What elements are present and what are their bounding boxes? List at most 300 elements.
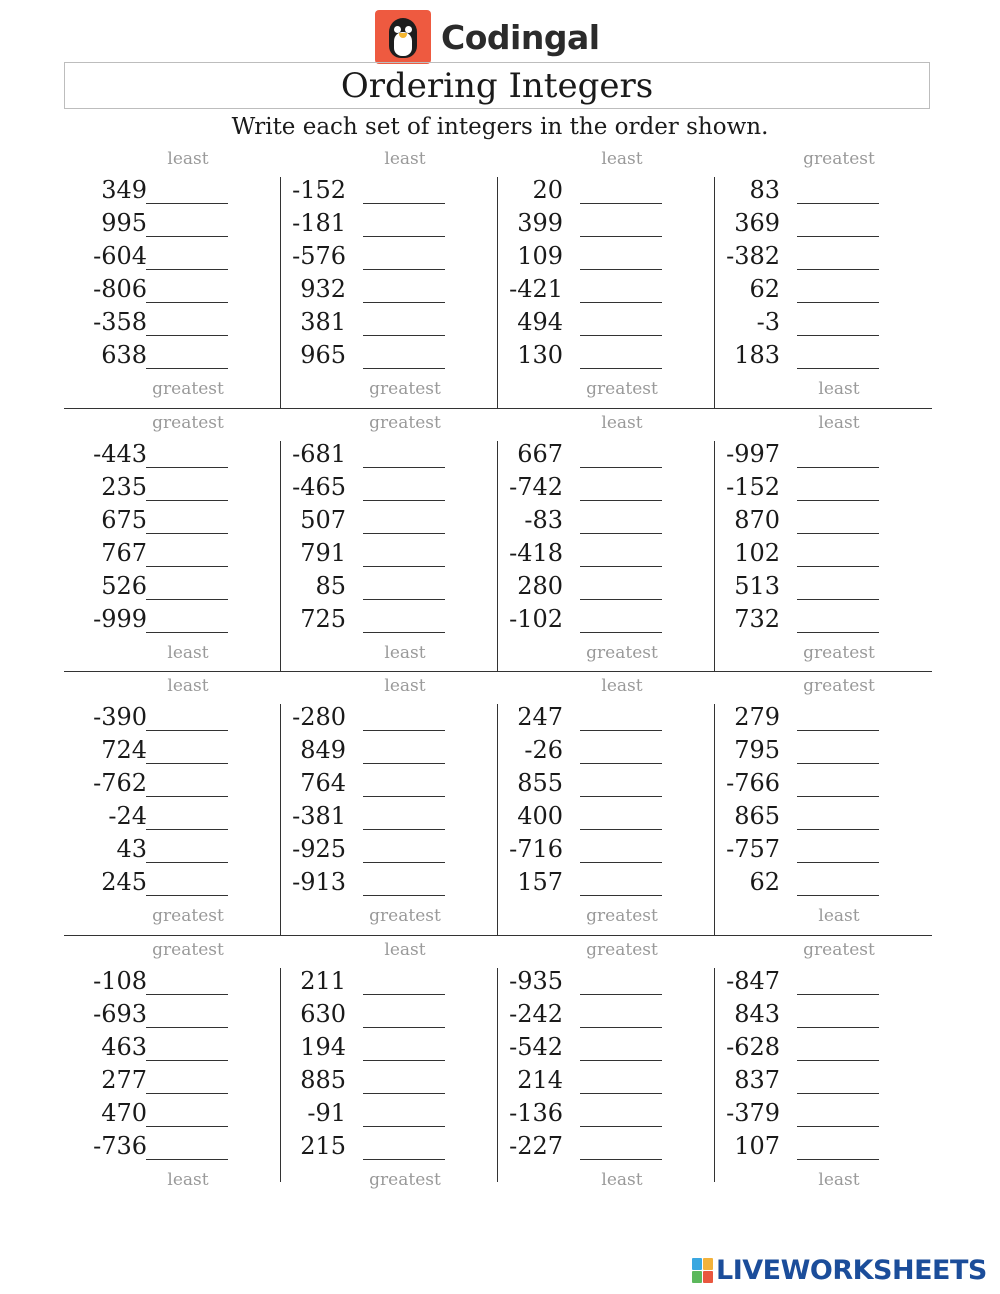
integer-line bbox=[715, 471, 932, 504]
integer-value: 107 bbox=[734, 1131, 780, 1160]
integer-value: -108 bbox=[93, 966, 147, 995]
order-label-top: greatest bbox=[152, 939, 224, 960]
integer-value: -443 bbox=[93, 439, 147, 468]
problem-set bbox=[281, 409, 498, 672]
answer-blank[interactable] bbox=[146, 236, 228, 237]
integer-value: -925 bbox=[292, 835, 346, 863]
integer-value: 235 bbox=[101, 472, 147, 501]
integer-value: 369 bbox=[734, 209, 780, 237]
answer-blank[interactable] bbox=[797, 599, 879, 600]
integer-value: 630 bbox=[300, 999, 346, 1028]
answer-blank[interactable] bbox=[146, 1159, 228, 1160]
integer-line bbox=[498, 767, 715, 800]
integer-line bbox=[281, 833, 498, 866]
integer-value: 767 bbox=[101, 538, 147, 567]
integer-line bbox=[281, 998, 498, 1031]
integer-value: 675 bbox=[101, 505, 147, 534]
answer-blank[interactable] bbox=[580, 599, 662, 600]
answer-blank[interactable] bbox=[797, 796, 879, 797]
order-label-bottom: greatest bbox=[586, 642, 658, 663]
answer-blank[interactable] bbox=[363, 1126, 445, 1127]
answer-blank[interactable] bbox=[146, 302, 228, 303]
integer-line bbox=[281, 1031, 498, 1064]
answer-blank[interactable] bbox=[146, 1027, 228, 1028]
problem-row bbox=[64, 672, 932, 936]
answer-blank[interactable] bbox=[580, 763, 662, 764]
integer-line bbox=[64, 339, 281, 372]
liveworksheets-logo bbox=[692, 1255, 987, 1286]
integer-line bbox=[64, 1064, 281, 1097]
integer-line bbox=[281, 965, 498, 998]
integer-value: 932 bbox=[300, 275, 346, 303]
integer-line bbox=[64, 207, 281, 240]
problem-set bbox=[281, 936, 498, 1199]
answer-blank[interactable] bbox=[363, 763, 445, 764]
answer-blank[interactable] bbox=[363, 1060, 445, 1061]
integer-value: 995 bbox=[101, 209, 147, 237]
order-label-bottom: greatest bbox=[586, 379, 658, 399]
integer-line bbox=[498, 504, 715, 537]
order-label-top: greatest bbox=[369, 412, 441, 433]
answer-blank[interactable] bbox=[580, 862, 662, 863]
integer-line bbox=[498, 866, 715, 899]
integer-line bbox=[64, 174, 281, 207]
answer-blank[interactable] bbox=[580, 566, 662, 567]
answer-blank[interactable] bbox=[146, 335, 228, 336]
integer-line bbox=[498, 240, 715, 273]
answer-blank[interactable] bbox=[580, 994, 662, 995]
answer-blank[interactable] bbox=[146, 895, 228, 896]
order-label-top: greatest bbox=[586, 939, 658, 960]
integer-line bbox=[64, 734, 281, 767]
answer-blank[interactable] bbox=[580, 467, 662, 468]
order-label-bottom: least bbox=[167, 1169, 209, 1190]
title-box bbox=[64, 62, 930, 109]
integer-line bbox=[715, 504, 932, 537]
integer-value: 865 bbox=[734, 802, 780, 830]
answer-blank[interactable] bbox=[797, 335, 879, 336]
answer-blank[interactable] bbox=[363, 1027, 445, 1028]
integer-line bbox=[64, 471, 281, 504]
answer-blank[interactable] bbox=[363, 368, 445, 369]
answer-blank[interactable] bbox=[580, 1027, 662, 1028]
integer-value: 381 bbox=[300, 308, 346, 336]
integer-value: -935 bbox=[509, 966, 563, 995]
integer-line bbox=[64, 504, 281, 537]
answer-blank[interactable] bbox=[797, 533, 879, 534]
integer-line bbox=[281, 603, 498, 636]
integer-value: 463 bbox=[101, 1032, 147, 1061]
integer-value: -576 bbox=[292, 242, 346, 270]
answer-blank[interactable] bbox=[797, 566, 879, 567]
integer-value: -847 bbox=[726, 966, 780, 995]
order-label-top: least bbox=[601, 412, 643, 433]
answer-blank[interactable] bbox=[146, 368, 228, 369]
answer-blank[interactable] bbox=[580, 335, 662, 336]
integer-value: 62 bbox=[749, 275, 780, 303]
order-label-top: greatest bbox=[803, 939, 875, 960]
integer-line bbox=[281, 1130, 498, 1163]
problem-row bbox=[64, 145, 932, 409]
integer-value: 849 bbox=[300, 736, 346, 764]
answer-blank[interactable] bbox=[146, 1126, 228, 1127]
integer-value: -358 bbox=[93, 308, 147, 336]
answer-blank[interactable] bbox=[146, 994, 228, 995]
integer-line bbox=[715, 998, 932, 1031]
answer-blank[interactable] bbox=[580, 1093, 662, 1094]
order-label-bottom: least bbox=[167, 642, 209, 663]
integer-value: 870 bbox=[734, 505, 780, 534]
integer-value: 183 bbox=[734, 341, 780, 369]
answer-blank[interactable] bbox=[580, 500, 662, 501]
answer-blank[interactable] bbox=[580, 796, 662, 797]
answer-blank[interactable] bbox=[146, 730, 228, 731]
integer-value: -379 bbox=[726, 1098, 780, 1127]
integer-line bbox=[715, 1031, 932, 1064]
answer-blank[interactable] bbox=[363, 632, 445, 633]
integer-value: -24 bbox=[108, 802, 147, 830]
integer-value: 194 bbox=[300, 1032, 346, 1061]
answer-blank[interactable] bbox=[146, 269, 228, 270]
answer-blank[interactable] bbox=[363, 895, 445, 896]
integer-line bbox=[64, 603, 281, 636]
answer-blank[interactable] bbox=[797, 368, 879, 369]
answer-blank[interactable] bbox=[363, 335, 445, 336]
integer-line bbox=[715, 1130, 932, 1163]
integer-line bbox=[64, 306, 281, 339]
order-label-bottom: least bbox=[601, 1169, 643, 1190]
integer-line bbox=[715, 537, 932, 570]
integer-value: -716 bbox=[509, 835, 563, 863]
order-label-top: least bbox=[818, 412, 860, 433]
logo-text: Codingal bbox=[441, 17, 600, 57]
answer-blank[interactable] bbox=[363, 302, 445, 303]
integer-value: -280 bbox=[292, 703, 346, 731]
integer-line bbox=[64, 1130, 281, 1163]
integer-value: 83 bbox=[749, 176, 780, 204]
integer-value: 526 bbox=[101, 571, 147, 600]
integer-value: 157 bbox=[517, 868, 563, 896]
integer-value: -390 bbox=[93, 703, 147, 731]
answer-blank[interactable] bbox=[797, 467, 879, 468]
answer-blank[interactable] bbox=[363, 862, 445, 863]
integer-line bbox=[64, 998, 281, 1031]
integer-line bbox=[281, 866, 498, 899]
answer-blank[interactable] bbox=[580, 302, 662, 303]
instructions: Write each set of integers in the order shown. bbox=[231, 114, 769, 140]
problem-set bbox=[64, 672, 281, 935]
order-label-bottom: greatest bbox=[152, 906, 224, 926]
integer-value: 20 bbox=[532, 176, 563, 204]
integer-line bbox=[64, 570, 281, 603]
answer-blank[interactable] bbox=[797, 862, 879, 863]
integer-value: 638 bbox=[101, 341, 147, 369]
integer-line bbox=[498, 306, 715, 339]
answer-blank[interactable] bbox=[146, 1060, 228, 1061]
answer-blank[interactable] bbox=[580, 730, 662, 731]
answer-blank[interactable] bbox=[146, 599, 228, 600]
integer-value: -604 bbox=[93, 242, 147, 270]
order-label-top: greatest bbox=[803, 149, 875, 169]
integer-line bbox=[715, 339, 932, 372]
answer-blank[interactable] bbox=[797, 829, 879, 830]
integer-line bbox=[281, 1097, 498, 1130]
problem-set bbox=[498, 936, 715, 1199]
integer-line bbox=[498, 603, 715, 636]
answer-blank[interactable] bbox=[363, 1159, 445, 1160]
problem-set bbox=[715, 936, 932, 1199]
order-label-bottom: least bbox=[818, 906, 860, 926]
answer-blank[interactable] bbox=[797, 1126, 879, 1127]
order-label-bottom: least bbox=[384, 642, 426, 663]
answer-blank[interactable] bbox=[580, 533, 662, 534]
integer-value: 130 bbox=[517, 341, 563, 369]
integer-line bbox=[498, 537, 715, 570]
integer-value: 399 bbox=[517, 209, 563, 237]
penguin-icon bbox=[375, 10, 431, 64]
problem-set bbox=[498, 672, 715, 935]
integer-value: -806 bbox=[93, 275, 147, 303]
answer-blank[interactable] bbox=[146, 862, 228, 863]
integer-line bbox=[281, 240, 498, 273]
answer-blank[interactable] bbox=[797, 269, 879, 270]
answer-blank[interactable] bbox=[363, 203, 445, 204]
integer-value: 277 bbox=[101, 1065, 147, 1094]
answer-blank[interactable] bbox=[363, 1093, 445, 1094]
integer-line bbox=[281, 174, 498, 207]
answer-blank[interactable] bbox=[797, 236, 879, 237]
integer-line bbox=[64, 701, 281, 734]
answer-blank[interactable] bbox=[797, 895, 879, 896]
integer-value: 280 bbox=[517, 571, 563, 600]
order-label-bottom: least bbox=[818, 379, 860, 399]
answer-blank[interactable] bbox=[797, 203, 879, 204]
answer-blank[interactable] bbox=[797, 632, 879, 633]
order-label-bottom: greatest bbox=[152, 379, 224, 399]
integer-line bbox=[498, 833, 715, 866]
problem-set bbox=[281, 672, 498, 935]
integer-line bbox=[715, 570, 932, 603]
integer-line bbox=[498, 570, 715, 603]
integer-value: 349 bbox=[101, 176, 147, 204]
answer-blank[interactable] bbox=[580, 1159, 662, 1160]
answer-blank[interactable] bbox=[797, 302, 879, 303]
integer-value: -913 bbox=[292, 868, 346, 896]
order-label-bottom: greatest bbox=[369, 1169, 441, 1190]
answer-blank[interactable] bbox=[580, 203, 662, 204]
integer-value: 215 bbox=[300, 1131, 346, 1160]
problem-set bbox=[64, 145, 281, 408]
integer-value: -102 bbox=[509, 604, 563, 633]
problem-set bbox=[64, 409, 281, 672]
integer-line bbox=[715, 866, 932, 899]
problem-row bbox=[64, 409, 932, 673]
problem-row bbox=[64, 936, 932, 1199]
integer-line bbox=[64, 273, 281, 306]
order-label-top: least bbox=[384, 149, 426, 169]
integer-line bbox=[64, 767, 281, 800]
answer-blank[interactable] bbox=[146, 1093, 228, 1094]
answer-blank[interactable] bbox=[363, 533, 445, 534]
integer-value: -736 bbox=[93, 1131, 147, 1160]
integer-line bbox=[498, 965, 715, 998]
answer-blank[interactable] bbox=[797, 994, 879, 995]
answer-blank[interactable] bbox=[146, 796, 228, 797]
integer-line bbox=[498, 734, 715, 767]
integer-line bbox=[715, 207, 932, 240]
integer-value: -152 bbox=[726, 472, 780, 501]
integer-line bbox=[64, 240, 281, 273]
integer-value: 214 bbox=[517, 1065, 563, 1094]
integer-line bbox=[281, 767, 498, 800]
integer-value: -628 bbox=[726, 1032, 780, 1061]
answer-blank[interactable] bbox=[146, 467, 228, 468]
integer-value: -418 bbox=[509, 538, 563, 567]
order-label-top: least bbox=[167, 676, 209, 696]
integer-line bbox=[498, 1097, 715, 1130]
answer-blank[interactable] bbox=[580, 269, 662, 270]
integer-value: -381 bbox=[292, 802, 346, 830]
integer-value: 211 bbox=[300, 966, 346, 995]
integer-value: -26 bbox=[524, 736, 563, 764]
answer-blank[interactable] bbox=[797, 730, 879, 731]
problem-set bbox=[715, 145, 932, 408]
integer-value: 507 bbox=[300, 505, 346, 534]
integer-value: 791 bbox=[300, 538, 346, 567]
integer-value: 43 bbox=[116, 835, 147, 863]
integer-value: 247 bbox=[517, 703, 563, 731]
answer-blank[interactable] bbox=[580, 236, 662, 237]
integer-line bbox=[715, 767, 932, 800]
answer-blank[interactable] bbox=[146, 763, 228, 764]
integer-value: 855 bbox=[517, 769, 563, 797]
integer-value: 667 bbox=[517, 439, 563, 468]
integer-line bbox=[64, 1097, 281, 1130]
page-title: Ordering Integers bbox=[340, 66, 654, 106]
integer-line bbox=[715, 240, 932, 273]
answer-blank[interactable] bbox=[363, 467, 445, 468]
answer-blank[interactable] bbox=[146, 203, 228, 204]
answer-blank[interactable] bbox=[363, 566, 445, 567]
order-label-bottom: greatest bbox=[369, 379, 441, 399]
answer-blank[interactable] bbox=[146, 533, 228, 534]
problem-grid bbox=[64, 145, 932, 1198]
order-label-top: greatest bbox=[803, 676, 875, 696]
integer-value: 470 bbox=[101, 1098, 147, 1127]
codingal-logo bbox=[375, 10, 600, 64]
integer-value: 885 bbox=[300, 1065, 346, 1094]
integer-value: -757 bbox=[726, 835, 780, 863]
answer-blank[interactable] bbox=[363, 269, 445, 270]
answer-blank[interactable] bbox=[363, 829, 445, 830]
integer-line bbox=[715, 701, 932, 734]
answer-blank[interactable] bbox=[797, 1060, 879, 1061]
integer-line bbox=[715, 273, 932, 306]
answer-blank[interactable] bbox=[363, 730, 445, 731]
integer-value: 725 bbox=[300, 604, 346, 633]
answer-blank[interactable] bbox=[580, 368, 662, 369]
integer-line bbox=[498, 701, 715, 734]
answer-blank[interactable] bbox=[580, 632, 662, 633]
answer-blank[interactable] bbox=[146, 829, 228, 830]
answer-blank[interactable] bbox=[146, 632, 228, 633]
answer-blank[interactable] bbox=[580, 829, 662, 830]
integer-value: -766 bbox=[726, 769, 780, 797]
integer-line bbox=[64, 537, 281, 570]
liveworksheets-icon bbox=[692, 1258, 713, 1283]
answer-blank[interactable] bbox=[363, 500, 445, 501]
answer-blank[interactable] bbox=[580, 895, 662, 896]
order-label-top: least bbox=[384, 676, 426, 696]
integer-line bbox=[715, 438, 932, 471]
integer-line bbox=[498, 471, 715, 504]
answer-blank[interactable] bbox=[363, 236, 445, 237]
problem-set bbox=[715, 672, 932, 935]
integer-value: 732 bbox=[734, 604, 780, 633]
answer-blank[interactable] bbox=[146, 566, 228, 567]
integer-value: 764 bbox=[300, 769, 346, 797]
answer-blank[interactable] bbox=[363, 599, 445, 600]
integer-line bbox=[64, 438, 281, 471]
problem-set bbox=[281, 145, 498, 408]
answer-blank[interactable] bbox=[363, 796, 445, 797]
answer-blank[interactable] bbox=[797, 763, 879, 764]
integer-line bbox=[281, 537, 498, 570]
integer-value: 279 bbox=[734, 703, 780, 731]
integer-line bbox=[281, 701, 498, 734]
integer-value: -681 bbox=[292, 439, 346, 468]
integer-line bbox=[64, 1031, 281, 1064]
integer-value: 62 bbox=[749, 868, 780, 896]
integer-line bbox=[498, 1130, 715, 1163]
integer-value: 245 bbox=[101, 868, 147, 896]
integer-value: 837 bbox=[734, 1065, 780, 1094]
integer-line bbox=[498, 1031, 715, 1064]
integer-value: -242 bbox=[509, 999, 563, 1028]
integer-line bbox=[498, 339, 715, 372]
answer-blank[interactable] bbox=[797, 1027, 879, 1028]
answer-blank[interactable] bbox=[797, 1093, 879, 1094]
integer-value: -3 bbox=[756, 308, 780, 336]
order-label-bottom: greatest bbox=[586, 906, 658, 926]
integer-line bbox=[281, 734, 498, 767]
problem-set bbox=[498, 409, 715, 672]
integer-value: -227 bbox=[509, 1131, 563, 1160]
answer-blank[interactable] bbox=[797, 1159, 879, 1160]
integer-line bbox=[715, 800, 932, 833]
answer-blank[interactable] bbox=[363, 994, 445, 995]
problem-set bbox=[715, 409, 932, 672]
integer-line bbox=[281, 273, 498, 306]
integer-line bbox=[498, 998, 715, 1031]
integer-line bbox=[281, 438, 498, 471]
answer-blank[interactable] bbox=[580, 1060, 662, 1061]
integer-line bbox=[715, 306, 932, 339]
integer-line bbox=[281, 339, 498, 372]
integer-line bbox=[715, 833, 932, 866]
integer-line bbox=[715, 603, 932, 636]
integer-value: -382 bbox=[726, 242, 780, 270]
order-label-top: least bbox=[384, 939, 426, 960]
answer-blank[interactable] bbox=[580, 1126, 662, 1127]
integer-value: -91 bbox=[307, 1098, 346, 1127]
integer-value: -421 bbox=[509, 275, 563, 303]
order-label-top: least bbox=[601, 149, 643, 169]
answer-blank[interactable] bbox=[797, 500, 879, 501]
answer-blank[interactable] bbox=[146, 500, 228, 501]
order-label-top: greatest bbox=[152, 412, 224, 433]
integer-value: -83 bbox=[524, 505, 563, 534]
